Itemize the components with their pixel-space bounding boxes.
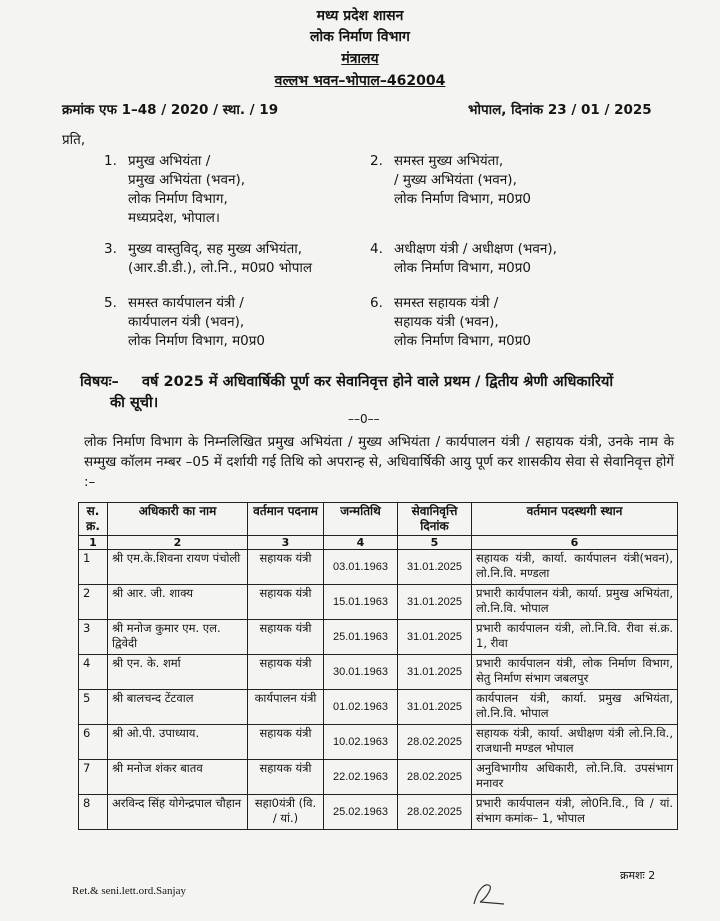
table-header-row — [79, 503, 678, 536]
addressee-line: अधीक्षण यंत्री / अधीक्षण (भवन), — [394, 241, 557, 257]
table-row — [79, 760, 678, 795]
addressee-line: मुख्य वास्तुविद्, सह मुख्य अभियंता, — [128, 241, 303, 257]
separator: ––0–– — [348, 412, 380, 426]
addressee-line: लोक निर्माण विभाग, म0प्र0 — [394, 260, 532, 276]
table-cell: 8 — [79, 795, 108, 830]
header-address: वल्लभ भवन–भोपाल–462004 — [274, 73, 446, 89]
footer-reference: Ret.& seni.lett.ord.Sanjay — [72, 885, 186, 897]
header-state: मध्य प्रदेश शासन — [316, 8, 404, 24]
table-cell: श्री बालचन्द टेंटवाल — [108, 690, 248, 725]
table-cell: कार्यपालन यंत्री — [248, 690, 324, 725]
table-cell: प्रभारी कार्यपालन यंत्री, लो0नि.वि., वि / यां. संभाग कमांक– 1, भोपाल — [472, 795, 678, 830]
addressee-line: लोक निर्माण विभाग, — [128, 191, 228, 207]
addressee-line: मध्यप्रदेश, भोपाल। — [128, 210, 221, 226]
table-cell: 2 — [79, 585, 108, 620]
table-cell: सहायक यंत्री, कार्या. अधीक्षण यंत्री लो.नि.वि., राजधानी मण्डल भोपाल — [472, 725, 678, 760]
table-cell: अनुविभागीय अधिकारी, लो.नि.वि. उपसंभाग मनावर — [472, 760, 678, 795]
addressee-number: 4. — [370, 241, 383, 257]
addressee-number: 6. — [370, 295, 383, 311]
table-cell: प्रभारी कार्यपालन यंत्री, कार्या. प्रमुख अभियंता, लो.नि.वि. भोपाल — [472, 585, 678, 620]
table-cell: 31.01.2025 — [398, 690, 472, 725]
addressee-line: समस्त मुख्य अभियंता, — [394, 153, 504, 169]
table-cell: 15.01.1963 — [324, 585, 398, 620]
reference-date: भोपाल, दिनांक 23 / 01 / 2025 — [468, 102, 652, 118]
header-ministry: मंत्रालय — [341, 51, 379, 67]
table-cell: 31.01.2025 — [398, 550, 472, 585]
table-cell: श्री ओ.पी. उपाध्याय. — [108, 725, 248, 760]
addressee-number: 5. — [104, 295, 117, 311]
column-index: 4 — [324, 536, 398, 550]
addressee-line: लोक निर्माण विभाग, म0प्र0 — [394, 191, 532, 207]
table-cell: 10.02.1963 — [324, 725, 398, 760]
addressee-line: प्रमुख अभियंता / — [128, 153, 211, 169]
signature-mark — [468, 878, 508, 908]
table-cell: श्री एम.के.शिवना रायण पंचोली — [108, 550, 248, 585]
column-index: 1 — [79, 536, 108, 550]
table-cell: 01.02.1963 — [324, 690, 398, 725]
table-cell: अरविन्द सिंह योगेन्द्रपाल चौहान — [108, 795, 248, 830]
table-cell: सहायक यंत्री — [248, 760, 324, 795]
table-cell: 25.02.1963 — [324, 795, 398, 830]
subject-label: विषयः– — [80, 374, 119, 390]
table-cell: सहायक यंत्री — [248, 620, 324, 655]
table-cell: सहायक यंत्री, कार्या. कार्यपालन यंत्री(भवन), लो.नि.वि. मण्डला — [472, 550, 678, 585]
table-cell: सहायक यंत्री — [248, 550, 324, 585]
table-row — [79, 655, 678, 690]
table-row — [79, 620, 678, 655]
table-cell: 7 — [79, 760, 108, 795]
table-cell: श्री आर. जी. शाक्य — [108, 585, 248, 620]
table-cell: श्री मनोज शंकर बातव — [108, 760, 248, 795]
table-cell: 1 — [79, 550, 108, 585]
column-header: स. क्र. — [79, 503, 108, 536]
table-row — [79, 585, 678, 620]
header-department: लोक निर्माण विभाग — [310, 29, 410, 45]
table-cell: सहायक यंत्री — [248, 725, 324, 760]
table-cell: श्री मनोज कुमार एम. एल. द्विवेदी — [108, 620, 248, 655]
table-cell: 31.01.2025 — [398, 620, 472, 655]
table-cell: प्रभारी कार्यपालन यंत्री, लो.नि.वि. रीवा सं.क्र. 1, रीवा — [472, 620, 678, 655]
table-cell: 31.01.2025 — [398, 655, 472, 690]
table-cell: सहा0यंत्री (वि. / यां.) — [248, 795, 324, 830]
table-cell: 28.02.2025 — [398, 760, 472, 795]
column-index: 2 — [108, 536, 248, 550]
table-cell: 28.02.2025 — [398, 795, 472, 830]
table-cell: 3 — [79, 620, 108, 655]
addressee-number: 2. — [370, 153, 383, 169]
table-cell: 30.01.1963 — [324, 655, 398, 690]
table-cell: 4 — [79, 655, 108, 690]
addressee-line: समस्त सहायक यंत्री / — [394, 295, 499, 311]
addressee-number: 1. — [104, 153, 117, 169]
addressee-number: 3. — [104, 241, 117, 257]
addressee-line: सहायक यंत्री (भवन), — [394, 314, 499, 330]
table-cell: 03.01.1963 — [324, 550, 398, 585]
column-index: 6 — [472, 536, 678, 550]
body-paragraph: लोक निर्माण विभाग के निम्नलिखित प्रमुख अभियंता / मुख्य अभियंता / कार्यपालन यंत्री / सहायक यंत्री, उनके नाम के सम्मुख कॉलम नम्बर –05 में दर्शायी गई तिथि को अपरान्ह से, अधिवार्षिकी आयु पूर्ण कर शासकीय सेवा से सेवानिवृत्त होगें :– — [84, 434, 674, 490]
table-cell: 6 — [79, 725, 108, 760]
addressee-line: प्रमुख अभियंता (भवन), — [128, 172, 246, 188]
table-row — [79, 725, 678, 760]
table-cell: 28.02.2025 — [398, 725, 472, 760]
column-index: 3 — [248, 536, 324, 550]
column-index-row — [79, 536, 678, 550]
column-header: जन्मतिथि — [324, 503, 398, 536]
table-cell: 22.02.1963 — [324, 760, 398, 795]
addressee-line: समस्त कार्यपालन यंत्री / — [128, 295, 244, 311]
addressee-line: / मुख्य अभियंता (भवन), — [394, 172, 517, 188]
continued-marker: क्रमशः 2 — [620, 869, 656, 882]
table-cell: प्रभारी कार्यपालन यंत्री, लोक निर्माण विभाग, सेतु निर्माण संभाग जबलपुर — [472, 655, 678, 690]
table-cell: श्री एन. के. शर्मा — [108, 655, 248, 690]
retirement-table — [78, 502, 678, 830]
subject-line-2: की सूची। — [110, 395, 159, 411]
addressee-line: (आर.डी.डी.), लो.नि., म0प्र0 भोपाल — [128, 260, 313, 276]
column-header: अधिकारी का नाम — [108, 503, 248, 536]
column-index: 5 — [398, 536, 472, 550]
table-row — [79, 690, 678, 725]
table-cell: कार्यपालन यंत्री, कार्या. प्रमुख अभियंता, लो.नि.वि. भोपाल — [472, 690, 678, 725]
table-cell: सहायक यंत्री — [248, 585, 324, 620]
table-row — [79, 795, 678, 830]
column-header: वर्तमान पदनाम — [248, 503, 324, 536]
prati-label: प्रति, — [62, 132, 86, 148]
addressee-line: लोक निर्माण विभाग, म0प्र0 — [394, 333, 532, 349]
subject-line-1: वर्ष 2025 में अधिवार्षिकी पूर्ण कर सेवानिवृत्त होने वाले प्रथम / द्वितीय श्रेणी अधिकारियों — [142, 374, 614, 390]
column-header: सेवानिवृत्ति दिनांक — [398, 503, 472, 536]
table-cell: 25.01.1963 — [324, 620, 398, 655]
column-header: वर्तमान पदस्थगी स्थान — [472, 503, 678, 536]
addressee-line: कार्यपालन यंत्री (भवन), — [128, 314, 245, 330]
table-cell: 5 — [79, 690, 108, 725]
table-cell: 31.01.2025 — [398, 585, 472, 620]
table-cell: सहायक यंत्री — [248, 655, 324, 690]
reference-number: क्रमांक एफ 1–48 / 2020 / स्था. / 19 — [62, 102, 279, 118]
addressee-line: लोक निर्माण विभाग, म0प्र0 — [128, 333, 266, 349]
table-row — [79, 550, 678, 585]
